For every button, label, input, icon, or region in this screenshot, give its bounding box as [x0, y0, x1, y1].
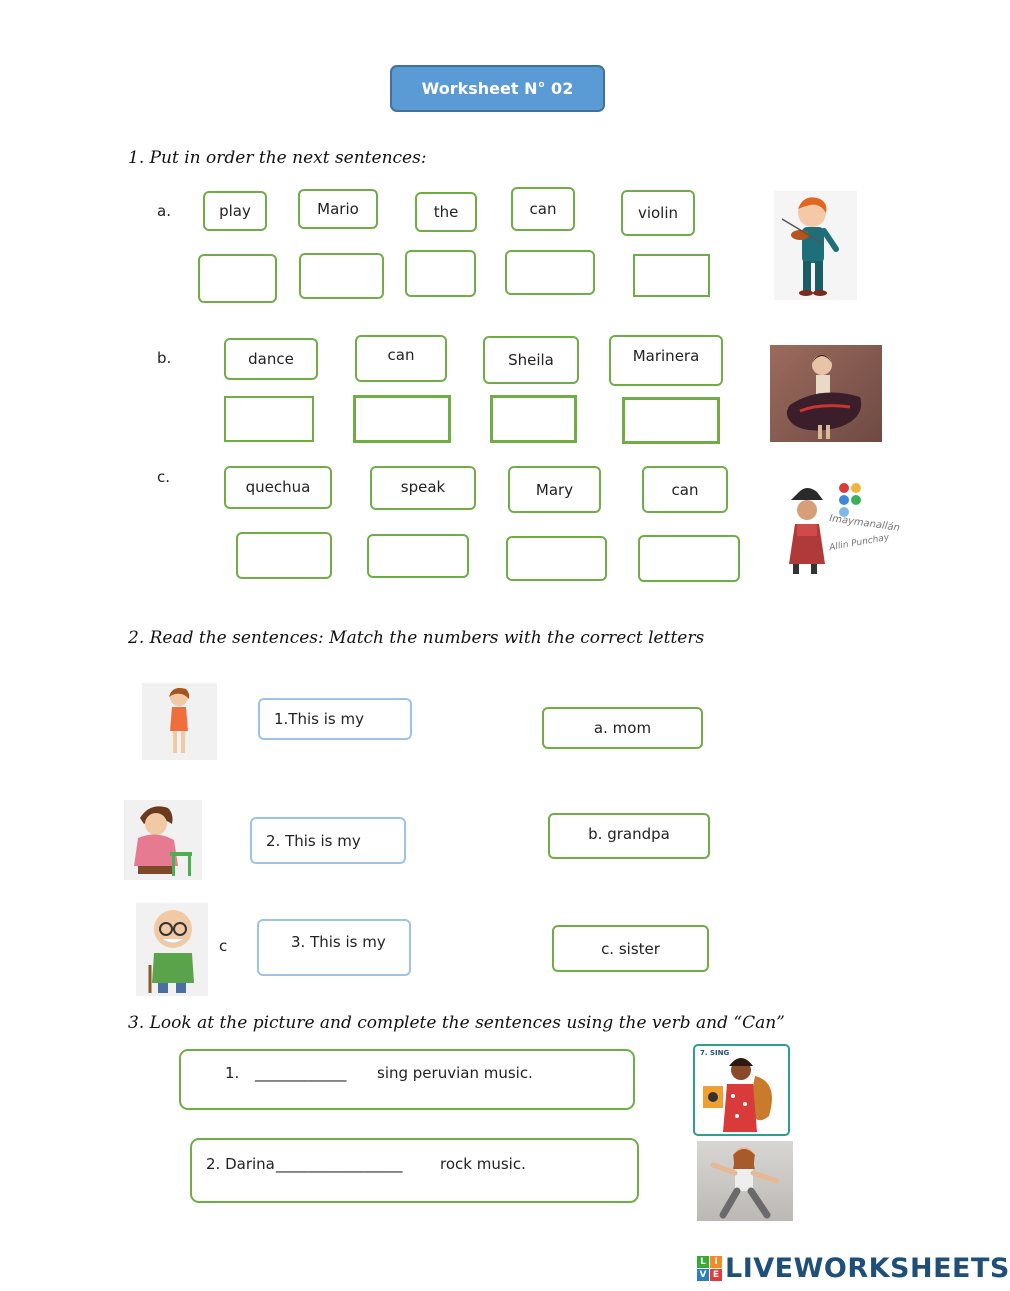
- worksheet-title: Worksheet N° 02: [390, 65, 605, 112]
- answer-slot[interactable]: [299, 253, 384, 299]
- row-c-letter: c.: [157, 468, 171, 486]
- liveworksheets-logo: [697, 1253, 1010, 1283]
- sister-picture: [142, 683, 217, 760]
- logo-icon: [697, 1256, 722, 1281]
- sentence-box[interactable]: 3. This is my: [257, 919, 411, 976]
- answer-slot[interactable]: [633, 254, 710, 297]
- answer-slot[interactable]: [622, 397, 720, 444]
- word-card[interactable]: Marinera: [609, 335, 723, 386]
- logo-letter: I: [710, 1256, 722, 1268]
- sentence-rest: rock music.: [440, 1155, 526, 1173]
- greeting-text: Imaymanallán: [828, 513, 901, 534]
- grandpa-picture: [136, 903, 208, 996]
- row-b-letter: b.: [157, 349, 172, 367]
- rock-girl-picture: [697, 1141, 793, 1221]
- word-card[interactable]: violin: [621, 190, 695, 236]
- sentence-box[interactable]: 1.This is my: [258, 698, 412, 740]
- sentence-rest: sing peruvian music.: [377, 1064, 533, 1082]
- option-box[interactable]: a. mom: [542, 707, 703, 749]
- option-box[interactable]: c. sister: [552, 925, 709, 972]
- singer-picture: [693, 1044, 790, 1136]
- sentence-box[interactable]: 2. This is my: [250, 817, 406, 864]
- word-card[interactable]: Mario: [298, 189, 378, 229]
- row-a-letter: a.: [157, 202, 171, 220]
- card-label: 7. SING: [700, 1049, 730, 1057]
- logo-letter: E: [710, 1269, 722, 1281]
- answer-slot[interactable]: [638, 535, 740, 582]
- item-number: 2. Darina: [206, 1155, 275, 1173]
- word-card[interactable]: can: [355, 335, 447, 382]
- answer-blank[interactable]: _____________: [255, 1064, 346, 1082]
- answer-blank[interactable]: __________________: [276, 1155, 402, 1173]
- grandma-picture: [124, 800, 202, 880]
- answer-slot[interactable]: [405, 250, 476, 297]
- word-card[interactable]: speak: [370, 466, 476, 510]
- section1-heading: 1. Put in order the next sentences:: [128, 148, 427, 168]
- sentence-line[interactable]: [179, 1049, 635, 1110]
- answer-slot[interactable]: [353, 395, 451, 443]
- logo-text: LIVEWORKSHEETS: [725, 1252, 1010, 1284]
- answer-slot[interactable]: [367, 534, 469, 578]
- greeting-text: Allin Punchay: [828, 532, 890, 554]
- word-card[interactable]: can: [642, 466, 728, 513]
- word-card[interactable]: dance: [224, 338, 318, 380]
- stray-letter: c: [219, 937, 228, 955]
- sentence-line[interactable]: [190, 1138, 639, 1203]
- section2-heading: 2. Read the sentences: Match the numbers with the correct letters: [128, 628, 705, 648]
- logo-letter: V: [697, 1269, 709, 1281]
- word-card[interactable]: the: [415, 192, 477, 232]
- section3-heading: 3. Look at the picture and complete the sentences using the verb and “Can”: [128, 1013, 785, 1033]
- logo-letter: L: [697, 1256, 709, 1268]
- quechua-girl-picture: [781, 480, 901, 578]
- violinist-picture: [774, 191, 857, 300]
- item-number: 1.: [225, 1064, 240, 1082]
- answer-slot[interactable]: [198, 254, 277, 303]
- word-card[interactable]: Mary: [508, 466, 601, 513]
- word-card[interactable]: Sheila: [483, 336, 579, 384]
- answer-slot[interactable]: [506, 536, 607, 581]
- answer-slot[interactable]: [490, 395, 577, 443]
- answer-slot[interactable]: [236, 532, 332, 579]
- dancer-picture: [770, 345, 882, 442]
- word-card[interactable]: can: [511, 187, 575, 231]
- answer-slot[interactable]: [505, 250, 595, 295]
- word-card[interactable]: quechua: [224, 466, 332, 509]
- answer-slot[interactable]: [224, 396, 314, 442]
- option-box[interactable]: b. grandpa: [548, 813, 710, 859]
- word-card[interactable]: play: [203, 191, 267, 231]
